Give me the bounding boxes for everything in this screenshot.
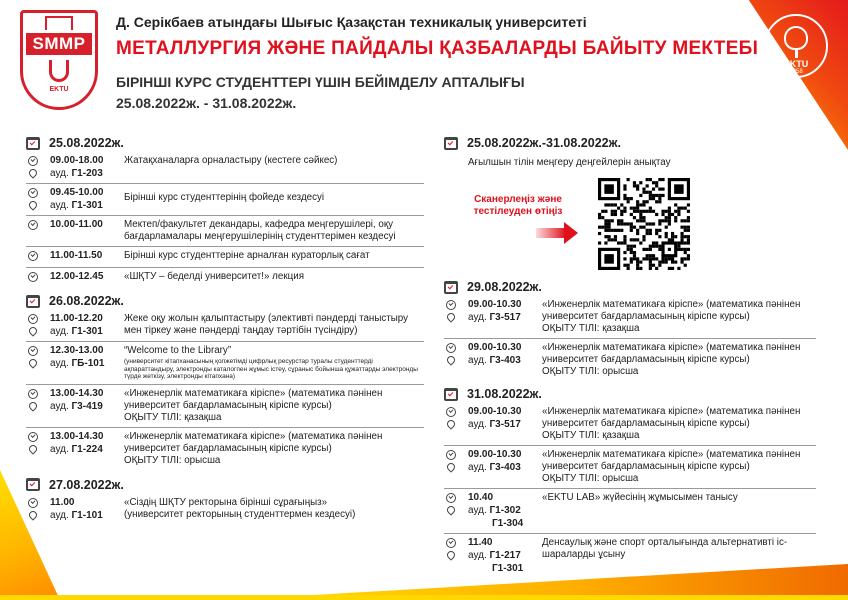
event-room: Г1-203 [71, 168, 103, 179]
event-time: 09.45-10.00 [50, 187, 104, 198]
event-time: 09.00-10.30 [468, 342, 522, 353]
event-description [542, 448, 816, 485]
ektu-logo-year: 1958 [789, 69, 803, 75]
event-title: «Инженерлік математикаға кіріспе» (математика пәнінен университет бағдарламасының кіріспе курсы) [124, 430, 383, 454]
event-description [124, 344, 424, 381]
schedule-right-column [444, 134, 816, 582]
event-room: Г1-302 [489, 505, 521, 516]
day-block [26, 292, 424, 470]
clock-icon [28, 272, 38, 282]
ektu-logo [764, 14, 828, 78]
day-header [444, 278, 816, 296]
event-title: «Инженерлік математикаға кіріспе» (математика пәнінен университет бағдарламасының кіріспе курсы) [542, 342, 801, 365]
event-row [26, 428, 424, 470]
event-room: Г1-217 [489, 550, 521, 561]
event-title: «Инженерлік математикаға кіріспе» (математика пәнінен университет бағдарламасының кіріспе курсы) [542, 406, 801, 429]
event-language: ОҚЫТУ ТІЛІ: орысша [542, 473, 639, 484]
clock-icon [28, 156, 38, 166]
room-prefix: ауд. [468, 462, 487, 473]
event-room-2: Г1-304 [492, 518, 524, 529]
day-header [26, 134, 424, 152]
clock-icon [446, 450, 456, 460]
event-subtitle: (университет ректорының студенттермен кездесуі) [124, 508, 356, 520]
event-room: Г1-101 [71, 509, 103, 521]
event-title: «Инженерлік математикаға кіріспе» (математика пәнінен университет бағдарламасының кіріспе курсы) [542, 299, 801, 322]
ektu-logo-text: EKTU [783, 59, 809, 69]
event-description [124, 430, 424, 467]
location-pin-icon [27, 167, 38, 178]
clock-icon [446, 407, 456, 417]
location-pin-icon [445, 311, 456, 322]
event-room: Г1-301 [71, 200, 103, 211]
room-prefix: ауд. [50, 509, 69, 521]
event-time: 11.00 [50, 496, 75, 508]
smmp-logo-caption: EKTU [49, 86, 69, 93]
event-room: Г3-517 [489, 419, 521, 430]
location-pin-icon [445, 549, 456, 560]
event-row [26, 268, 424, 288]
event-room: Г3-419 [71, 400, 103, 412]
event-row [26, 385, 424, 428]
room-prefix: ауд. [468, 355, 487, 366]
event-room: ГБ-101 [71, 358, 105, 369]
event-description: Бірінші курс студенттерінің фойеде кездесуі [124, 192, 325, 203]
flask-icon [49, 60, 69, 82]
location-pin-icon [27, 199, 38, 210]
decorative-bottom-strip [0, 595, 848, 600]
day-block [26, 476, 424, 525]
english-test-description: Ағылшын тілін меңгеру деңгейлерін анықтау [468, 157, 671, 168]
clock-icon [28, 498, 38, 508]
event-description [542, 298, 816, 335]
location-pin-icon [27, 357, 38, 368]
day-header [444, 134, 816, 152]
event-room: Г3-517 [489, 312, 521, 323]
scan-instruction: Сканерлеңіз және тестілеуден өтіңіз [473, 194, 563, 217]
room-prefix: ауд. [468, 550, 487, 561]
tree-trunk-icon [795, 48, 798, 58]
smmp-logo-text: SMMP [26, 33, 92, 55]
event-time: 09.00-10.30 [468, 406, 522, 417]
english-test-block [444, 134, 816, 274]
event-row [26, 216, 424, 247]
location-pin-icon [27, 509, 38, 520]
event-row [444, 339, 816, 381]
event-language: ОҚЫТУ ТІЛІ: қазақша [542, 430, 640, 441]
clock-icon [28, 314, 38, 324]
event-description: «EKTU LAB» жүйесінің жұмысымен танысу [542, 492, 738, 503]
location-pin-icon [27, 443, 38, 454]
event-language: ОҚЫТУ ТІЛІ: қазақша [124, 411, 222, 423]
event-language: ОҚЫТУ ТІЛІ: орысша [542, 366, 639, 377]
location-pin-icon [27, 325, 38, 336]
event-title: «Инженерлік математикаға кіріспе» (математика пәнінен университет бағдарламасының кіріспе курсы) [542, 449, 801, 472]
event-title: «Сіздің ШҚТУ ректорына бірінші сұрағыңыз» [124, 496, 328, 508]
day-date: 27.08.2022ж. [49, 477, 124, 492]
event-description: Жеке оқу жолын қалыптастыру (элективті пәндерді таныстыру мен тіркеу және пәндерді таңдау тәртібін түсіндіру) [124, 313, 409, 336]
qr-area [444, 174, 816, 274]
event-description [124, 387, 424, 424]
event-description: Мектеп/факультет декандары, кафедра меңгерушілері, оқу бағдарламалары меңгерушілерінің студенттерімен кездесуі [124, 219, 396, 242]
tree-icon [784, 26, 808, 50]
day-header [26, 292, 424, 310]
event-description: «ШҚТУ – беделді университет!» лекция [124, 271, 305, 282]
clock-icon [446, 300, 456, 310]
event-time: 09.00-10.30 [468, 299, 522, 310]
event-time: 09.00-10.30 [468, 449, 522, 460]
clock-icon [28, 389, 38, 399]
event-title: “Welcome to the Library” [124, 345, 232, 356]
calendar-icon [444, 388, 458, 401]
schedule-left-column [26, 134, 424, 529]
arrow-right-icon [536, 222, 580, 244]
day-date: 26.08.2022ж. [49, 294, 124, 308]
calendar-icon [26, 295, 40, 308]
decorative-corner-top-right [688, 0, 848, 150]
school-name: МЕТАЛЛУРГИЯ ЖӘНЕ ПАЙДАЛЫ ҚАЗБАЛАРДЫ БАЙЫТУ МЕКТЕБІ [116, 38, 759, 59]
event-time: 12.30-13.00 [50, 345, 104, 356]
room-prefix: ауд. [50, 358, 69, 369]
day-header [444, 385, 816, 403]
event-room-2: Г1-301 [492, 563, 524, 574]
qr-code[interactable] [598, 178, 690, 270]
room-prefix: ауд. [50, 200, 69, 211]
clock-icon [28, 251, 38, 261]
event-room: Г1-224 [71, 443, 103, 455]
clock-icon [28, 432, 38, 442]
location-pin-icon [27, 400, 38, 411]
event-description: Жатақханаларға орналастыру (кестеге сәйкес) [124, 155, 338, 166]
location-pin-icon [445, 354, 456, 365]
calendar-icon [444, 281, 458, 294]
event-row [444, 403, 816, 446]
event-time: 11.00-11.50 [50, 250, 103, 261]
event-language: ОҚЫТУ ТІЛІ: қазақша [542, 323, 640, 334]
event-title: «Инженерлік математикаға кіріспе» (математика пәнінен университет бағдарламасының кіріспе курсы) [124, 387, 383, 411]
room-prefix: ауд. [50, 400, 69, 412]
week-title: БІРІНШІ КУРС СТУДЕНТТЕРІ ҮШІН БЕЙІМДЕЛУ АПТАЛЫҒЫ [116, 74, 525, 90]
room-prefix: ауд. [468, 419, 487, 430]
event-row [444, 489, 816, 534]
clock-icon [446, 343, 456, 353]
event-description [124, 496, 355, 522]
day-header [26, 476, 424, 494]
event-room: Г3-403 [489, 462, 521, 473]
day-date: 29.08.2022ж. [467, 280, 542, 294]
smmp-logo [20, 10, 98, 110]
event-row [26, 494, 424, 525]
calendar-icon [26, 137, 40, 150]
event-description: Денсаулық және спорт орталығында альтернативті іс-шараларды ұсыну [542, 537, 788, 560]
event-row [26, 184, 424, 216]
day-block [444, 278, 816, 381]
clock-icon [28, 188, 38, 198]
calendar-icon [444, 137, 458, 150]
event-time: 12.00-12.45 [50, 271, 104, 282]
room-prefix: ауд. [468, 312, 487, 323]
event-note: (университет кітапханасының қолжетімді цифрлық ресурстар туралы студенттерді ақпараттандыру, электронды каталогпен жұмыс істеу, сұраныс бойынша құжаттарды электронды түрде жеткізу, электронды кітапхана) [124, 358, 418, 380]
location-pin-icon [445, 461, 456, 472]
clock-icon [28, 346, 38, 356]
event-row [26, 247, 424, 268]
event-description: Бірінші курс студенттеріне арналған кураторлық сағат [124, 250, 370, 261]
room-prefix: ауд. [468, 505, 487, 516]
day-date: 25.08.2022ж.-31.08.2022ж. [467, 136, 621, 150]
room-prefix: ауд. [50, 326, 69, 337]
event-time: 13.00-14.30 [50, 430, 104, 442]
day-block [444, 385, 816, 578]
event-row [444, 296, 816, 339]
clock-icon [446, 538, 456, 548]
event-time: 13.00-14.30 [50, 387, 104, 399]
location-pin-icon [445, 504, 456, 515]
university-name: Д. Серікбаев атындағы Шығыс Қазақстан техникалық университеті [116, 14, 587, 30]
room-prefix: ауд. [50, 443, 69, 455]
event-description [542, 341, 816, 378]
event-time: 11.00-12.20 [50, 313, 103, 324]
event-room: Г1-301 [71, 326, 103, 337]
event-row [444, 446, 816, 489]
event-time: 09.00-18.00 [50, 155, 104, 166]
event-language: ОҚЫТУ ТІЛІ: орысша [124, 454, 221, 466]
event-time: 10.40 [468, 492, 494, 503]
day-date: 25.08.2022ж. [49, 136, 124, 150]
event-room: Г3-403 [489, 355, 521, 366]
event-row [26, 310, 424, 342]
building-roof-icon [45, 16, 73, 30]
event-row [26, 342, 424, 385]
event-time: 11.40 [468, 537, 493, 548]
clock-icon [446, 493, 456, 503]
room-prefix: ауд. [50, 168, 69, 179]
event-description [542, 405, 816, 442]
event-row [26, 152, 424, 184]
event-time: 10.00-11.00 [50, 219, 103, 230]
calendar-icon [26, 478, 40, 491]
day-block [26, 134, 424, 288]
week-dates: 25.08.2022ж. - 31.08.2022ж. [116, 95, 297, 111]
clock-icon [28, 220, 38, 230]
event-row [444, 534, 816, 578]
location-pin-icon [445, 418, 456, 429]
day-date: 31.08.2022ж. [467, 387, 542, 401]
